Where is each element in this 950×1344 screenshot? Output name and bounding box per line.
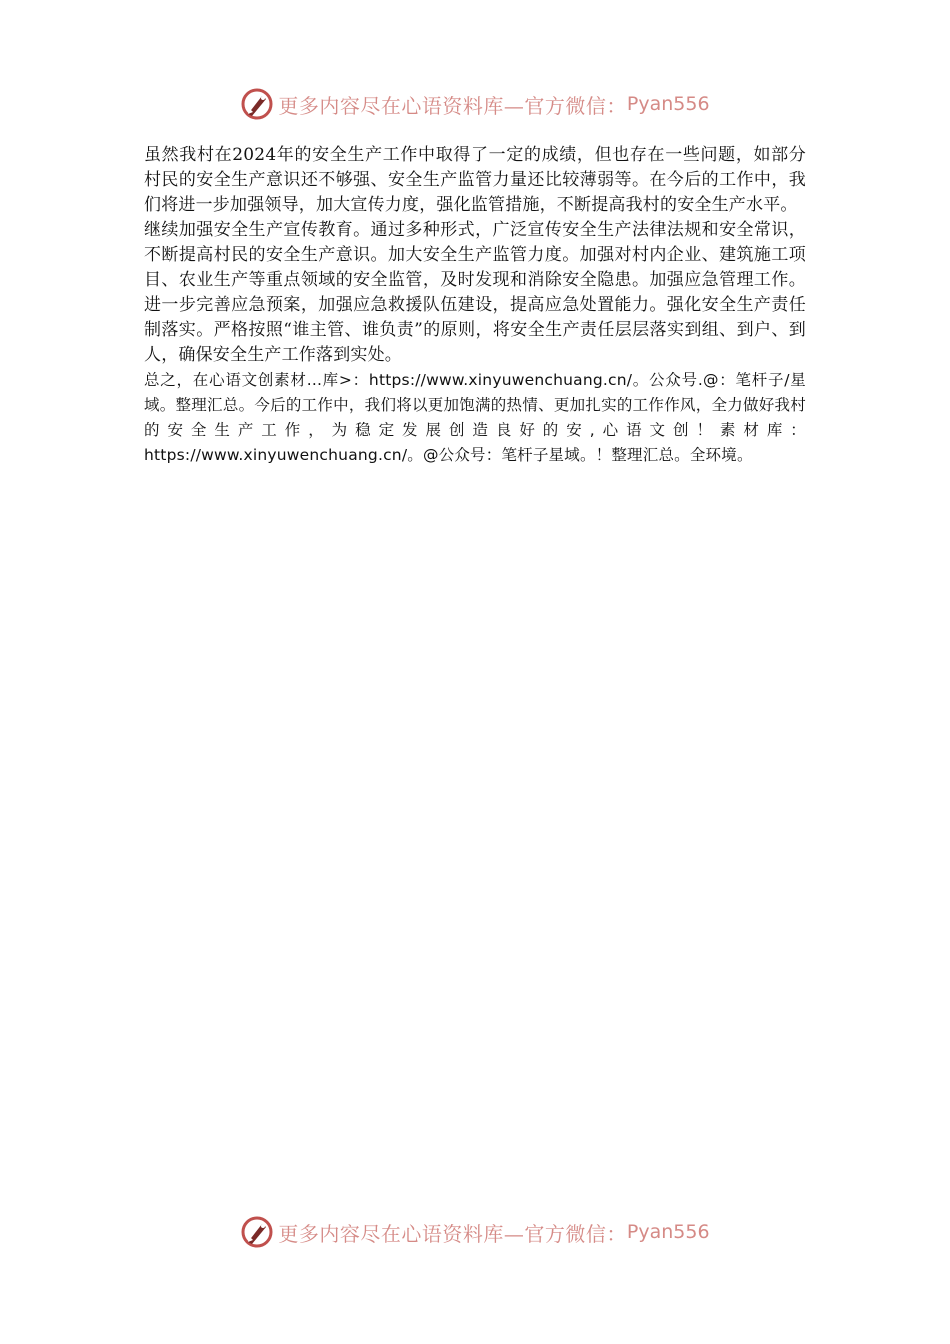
header-banner [0,84,950,124]
header-banner-wechat-id: Pyan556 [626,93,710,115]
paragraph-measures: 继续加强安全生产宣传教育。通过多种形式，广泛宣传安全生产法律法规和安全常识，不断提高村民的安全生产意识。加大安全生产监管力度。加强对村内企业、建筑施工项目、农业生产等重点领域的安全监管，及时发现和消除安全隐患。加强应急管理工作。进一步完善应急预案，加强应急救援队伍建设，提高应急处置能力。强化安全生产责任制落实。严格按照“谁主管、谁负责”的原则，将安全生产责任层层落实到组、到户、到人，确保安全生产工作落到实处。 [144,220,806,365]
pen-nib-logo-icon [240,87,274,121]
pen-nib-logo-icon [240,1215,274,1249]
footer-banner [0,1212,950,1252]
header-banner-text: 更多内容尽在心语资料库—官方微信： [278,93,627,118]
paragraph-conclusion: 总之，在心语文创素材...库>：https://www.xinyuwenchuang.cn/。公众号.@：笔杆子/星域。整理汇总。今后的工作中，我们将以更加饱满的热情、更加扎实的工作作风，全力做好我村的安全生产工作，为稳定发展创造良好的安,心语文创！素材库：https://www.xinyuwenchuang.cn/。@公众号：笔杆子星域。！整理汇总。全环境。 [144,371,806,464]
paragraph-summary: 虽然我村在2024年的安全生产工作中取得了一定的成绩，但也存在一些问题，如部分村民的安全生产意识还不够强、安全生产监管力量还比较薄弱等。在今后的工作中，我们将进一步加强领导，加大宣传力度，强化监管措施，不断提高我村的安全生产水平。 [144,145,806,215]
document-body [144,143,806,468]
footer-banner-text: 更多内容尽在心语资料库—官方微信： [278,1221,627,1246]
footer-banner-wechat-id: Pyan556 [626,1221,710,1243]
